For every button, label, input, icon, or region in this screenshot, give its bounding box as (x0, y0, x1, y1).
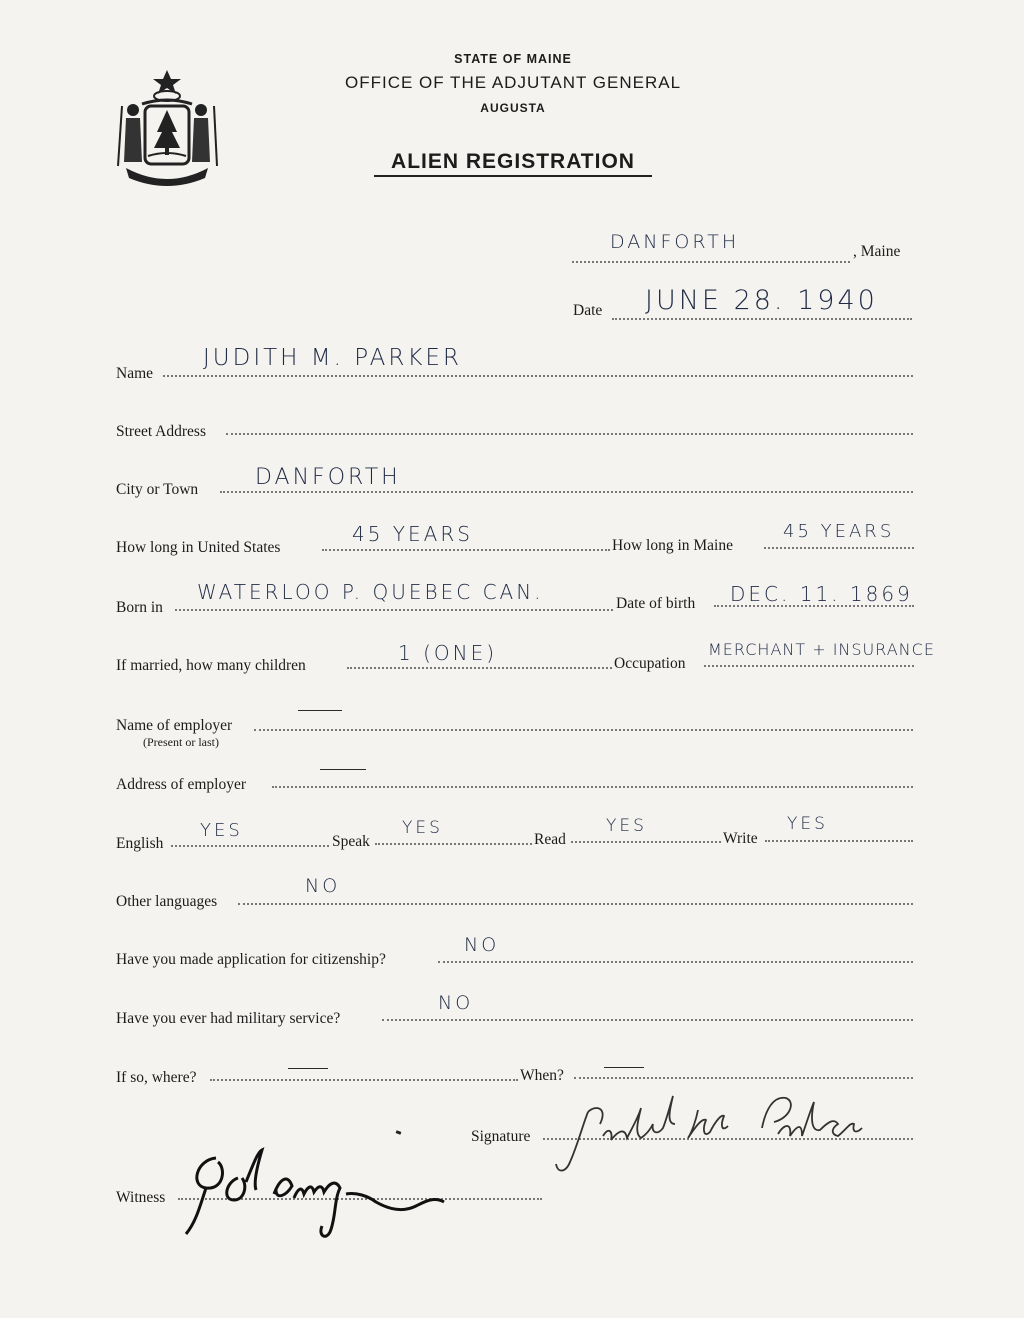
other-languages-line (238, 903, 913, 905)
place-line (572, 261, 850, 263)
date-of-birth-label: Date of birth (616, 595, 696, 612)
witness-signature (176, 1138, 466, 1248)
english-line (171, 845, 329, 847)
born-in-line (175, 609, 613, 611)
street-address-line (226, 433, 913, 435)
date-of-birth-value: DEC. 11. 1869 (730, 582, 913, 606)
employer-address-dash (320, 769, 366, 770)
occupation-label: Occupation (614, 655, 686, 672)
place-value: DANFORTH (610, 231, 740, 253)
street-address-label: Street Address (116, 423, 206, 440)
born-in-label: Born in (116, 599, 163, 616)
how-long-us-line (322, 549, 610, 551)
witness-label: Witness (116, 1189, 166, 1206)
name-value: JUDITH M. PARKER (203, 345, 462, 371)
military-line (382, 1019, 913, 1021)
state-heading: STATE OF MAINE (454, 52, 572, 66)
when-dash (604, 1067, 644, 1068)
employer-name-sublabel: (Present or last) (143, 735, 219, 749)
children-label: If married, how many children (116, 657, 306, 674)
city-heading: AUGUSTA (480, 101, 546, 115)
where-label: If so, where? (116, 1069, 197, 1086)
maine-seal-icon (112, 66, 222, 190)
when-line (574, 1077, 913, 1079)
occupation-value: MERCHANT + INSURANCE (708, 640, 935, 659)
employer-name-dash (298, 710, 342, 711)
signature-label: Signature (471, 1128, 531, 1145)
employer-address-line (272, 786, 913, 788)
how-long-us-value: 45 YEARS (352, 522, 473, 546)
name-label: Name (116, 365, 154, 382)
read-value: YES (606, 816, 647, 836)
military-label: Have you ever had military service? (116, 1010, 341, 1027)
other-languages-value: NO (305, 875, 341, 897)
children-line (347, 667, 612, 669)
citizenship-label: Have you made application for citizenship? (116, 951, 386, 968)
employer-name-label: Name of employer (116, 717, 233, 734)
form-title: ALIEN REGISTRATION (391, 150, 635, 173)
speak-value: YES (402, 818, 443, 838)
citizenship-value: NO (464, 934, 500, 956)
other-languages-label: Other languages (116, 893, 218, 910)
occupation-line (704, 665, 914, 667)
where-line (210, 1079, 518, 1081)
city-value: DANFORTH (255, 465, 401, 490)
write-line (765, 840, 913, 842)
how-long-us-label: How long in United States (116, 539, 281, 556)
speak-label: Speak (332, 833, 370, 850)
citizenship-line (438, 961, 913, 963)
when-label: When? (520, 1067, 564, 1084)
date-line (612, 318, 912, 320)
how-long-maine-line (764, 547, 914, 549)
how-long-maine-value: 45 YEARS (783, 521, 895, 542)
place-suffix: , Maine (853, 243, 901, 260)
read-line (571, 841, 721, 843)
ink-mark (396, 1130, 402, 1135)
name-line (163, 375, 913, 377)
born-in-value: WATERLOO P. QUEBEC CAN. (197, 580, 544, 604)
write-value: YES (787, 814, 828, 834)
city-label: City or Town (116, 481, 199, 498)
office-heading: OFFICE OF THE ADJUTANT GENERAL (344, 73, 682, 92)
where-dash (288, 1068, 328, 1069)
read-label: Read (534, 831, 566, 848)
city-line (220, 491, 913, 493)
speak-line (375, 843, 532, 845)
children-value: 1 (ONE) (398, 641, 498, 665)
military-value: NO (438, 992, 474, 1014)
employer-name-line (254, 729, 913, 731)
english-value: YES (200, 820, 243, 841)
english-label: English (116, 835, 164, 852)
employer-address-label: Address of employer (116, 776, 246, 793)
applicant-signature (548, 1084, 898, 1184)
write-label: Write (723, 830, 758, 847)
how-long-maine-label: How long in Maine (612, 537, 733, 554)
date-label: Date (573, 302, 603, 319)
date-value: JUNE 28. 1940 (645, 285, 878, 316)
title-underline (374, 175, 652, 177)
